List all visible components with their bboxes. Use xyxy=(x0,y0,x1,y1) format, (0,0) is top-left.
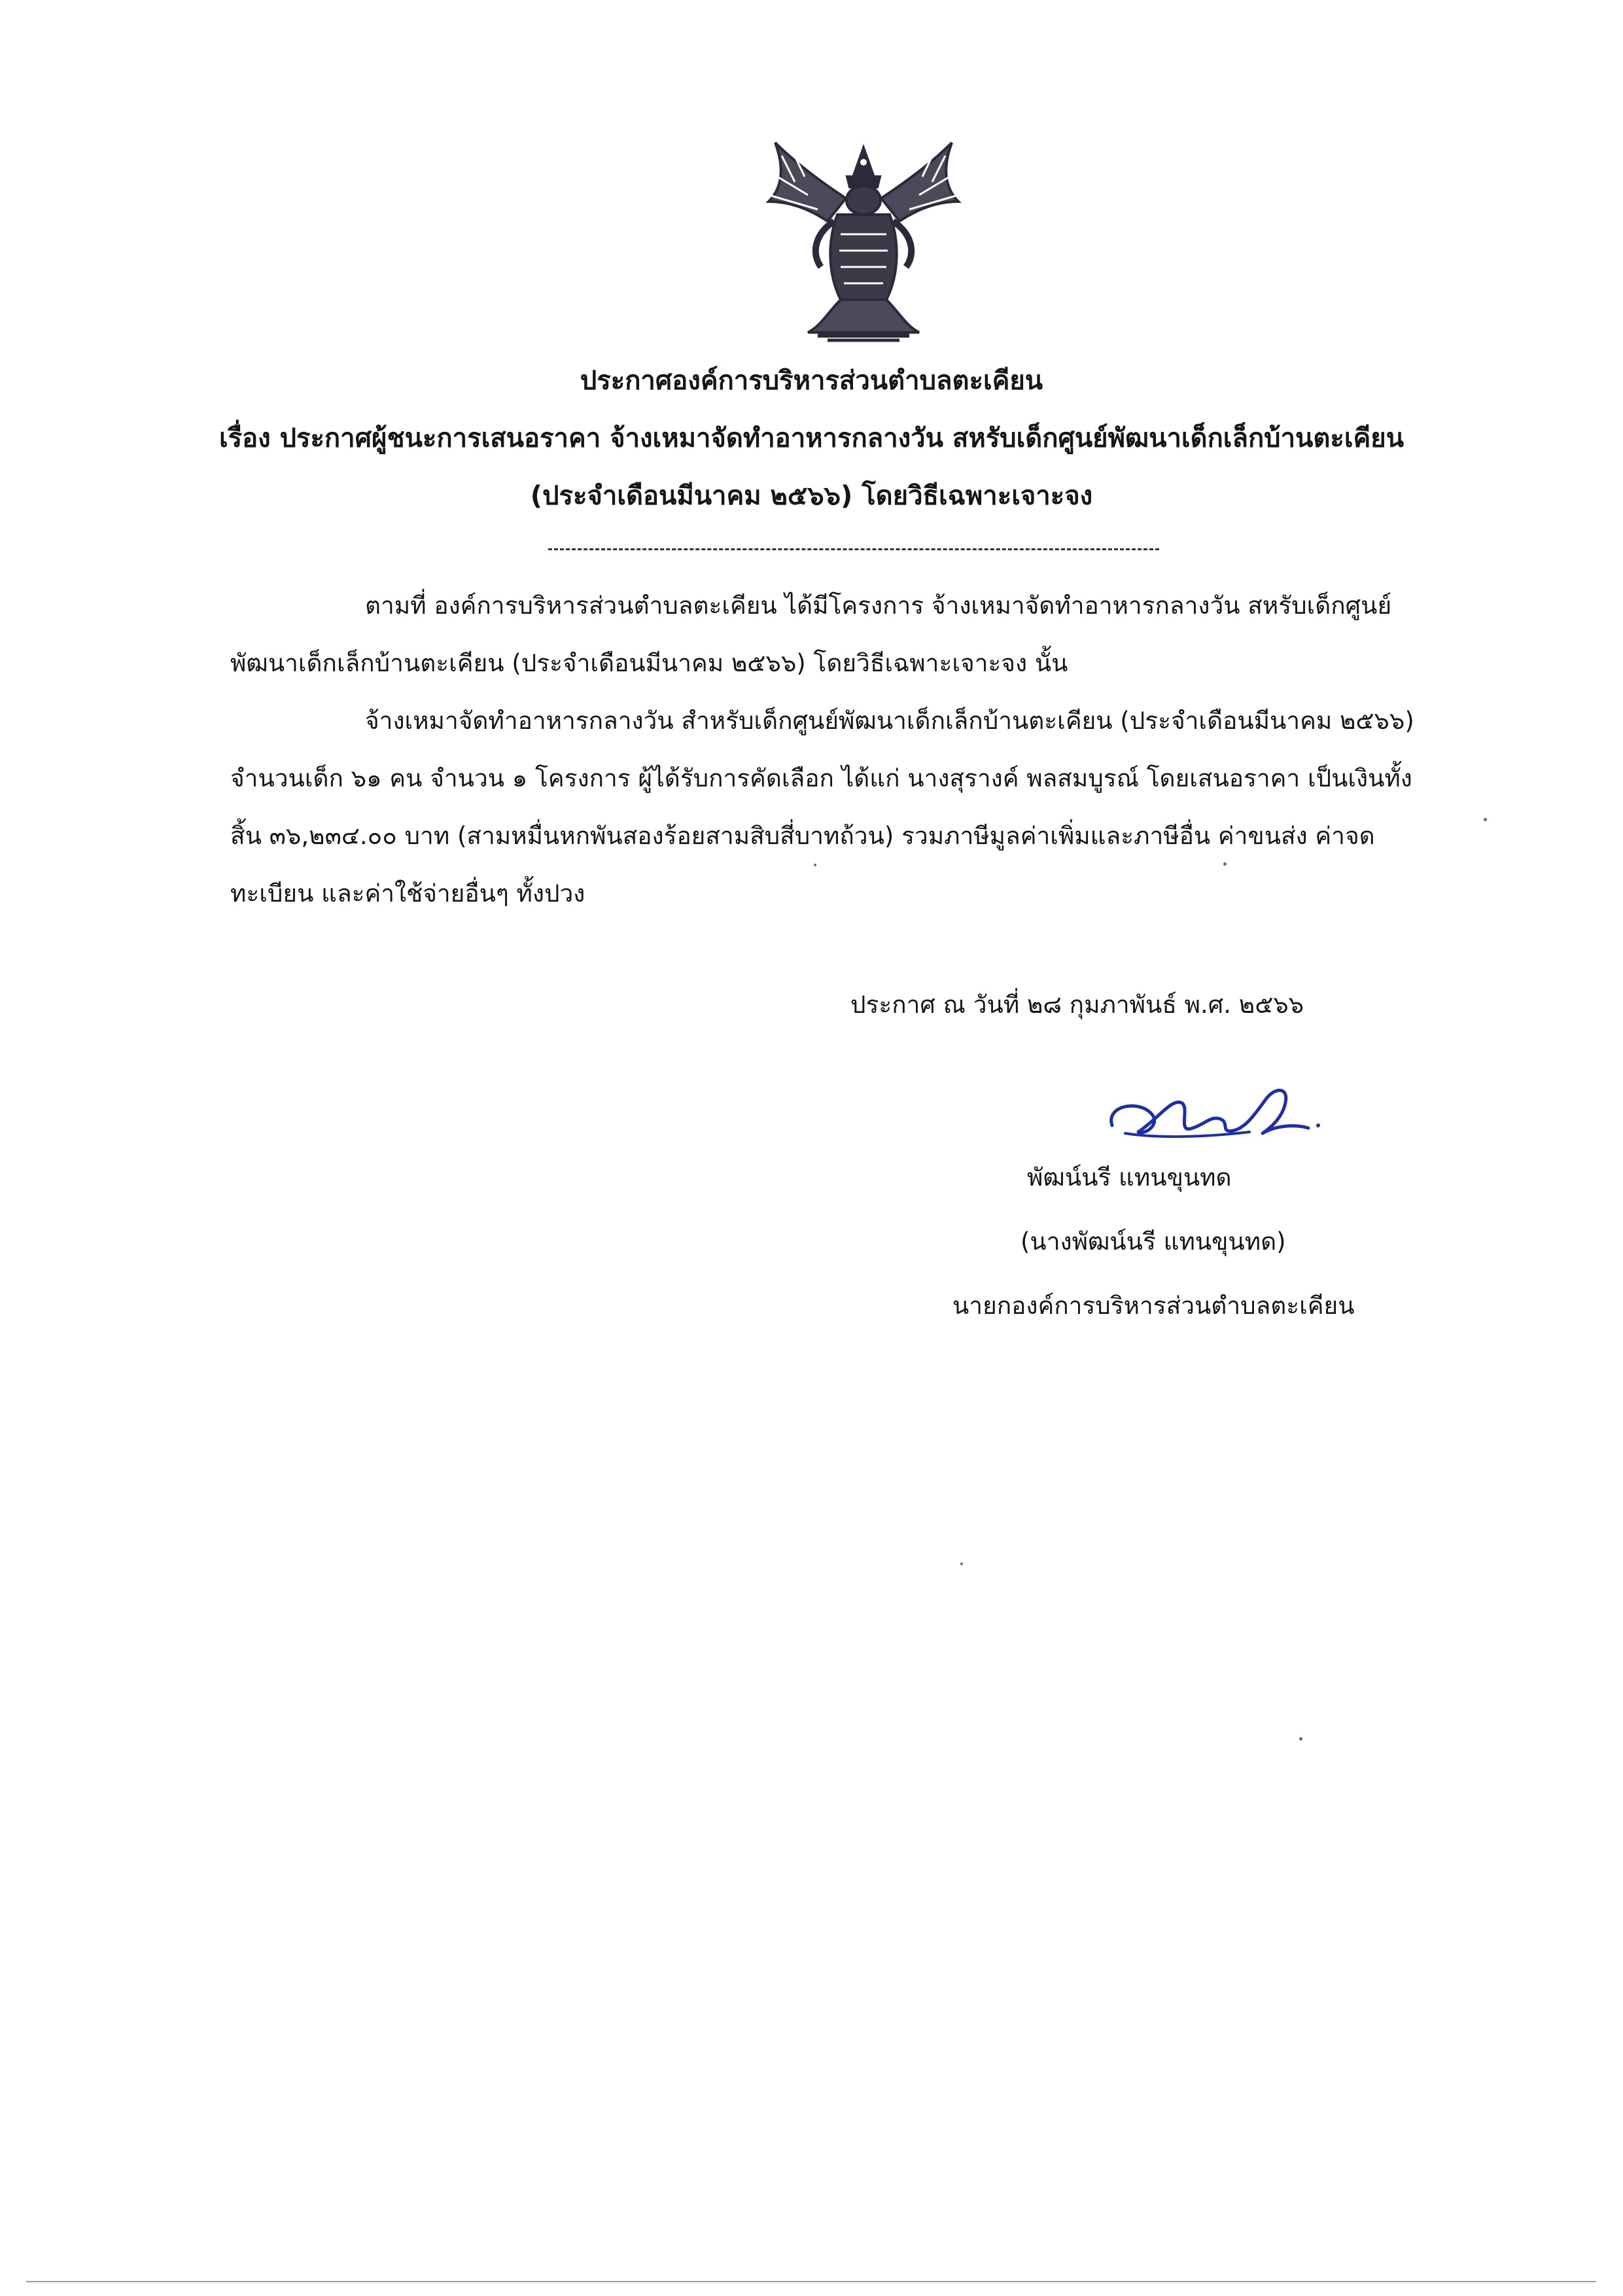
signer-full-name: (นางพัฒน์นรี แทนขุนทด) xyxy=(1021,1227,1286,1256)
paragraph-1-line-2: พัฒนาเด็กเล็กบ้านตะเคียน (ประจำเดือนมีนาคม ๒๕๖๖) โดยวิธีเฉพาะเจาะจง นั้น xyxy=(230,649,1068,677)
announcement-organization-title: ประกาศองค์การบริหารส่วนตำบลตะเคียน xyxy=(580,366,1043,396)
scan-speck xyxy=(1484,818,1487,821)
signer-position: นายกองค์การบริหารส่วนตำบลตะเคียน xyxy=(952,1292,1355,1320)
paragraph-1-line-1: ตามที่ องค์การบริหารส่วนตำบลตะเคียน ได้มีโครงการ จ้างเหมาจัดทำอาหารกลางวัน สหรับเด็กศูนย์ xyxy=(365,592,1392,620)
paragraph-2-line-1: จ้างเหมาจัดทำอาหารกลางวัน สำหรับเด็กศูนย์พัฒนาเด็กเล็กบ้านตะเคียน (ประจำเดือนมีนาคม ๒๕๖๖) xyxy=(365,707,1414,735)
paragraph-2-line-3: สิ้น ๓๖,๒๓๔.๐๐ บาท (สามหมื่นหกพันสองร้อยสามสิบสี่บาทถ้วน) รวมภาษีมูลค่าเพิ่มและภาษีอื่น ค่าขนส่ง ค่าจด xyxy=(230,822,1375,850)
announcement-date: ประกาศ ณ วันที่ ๒๘ กุมภาพันธ์ พ.ศ. ๒๕๖๖ xyxy=(850,991,1304,1019)
scan-speck xyxy=(960,1563,963,1565)
scan-speck xyxy=(814,864,816,866)
handwritten-signature xyxy=(1099,1073,1321,1158)
scan-speck xyxy=(1223,862,1227,866)
signer-name: พัฒน์นรี แทนขุนทด xyxy=(1027,1163,1232,1192)
header-divider xyxy=(548,548,1159,550)
scan-bottom-edge xyxy=(26,2281,1596,2282)
scan-speck xyxy=(1299,1737,1302,1740)
announcement-subject: เรื่อง ประกาศผู้ชนะการเสนอราคา จ้างเหมาจัดทำอาหารกลางวัน สหรับเด็กศูนย์พัฒนาเด็กเล็กบ้านตะเคียน xyxy=(218,423,1405,453)
paragraph-2-line-2: จำนวนเด็ก ๖๑ คน จำนวน ๑ โครงการ ผู้ได้รับการคัดเลือก ได้แก่ นางสุรางค์ พลสมบูรณ์ โดยเสนอราคา เป็นเงินทั้ง xyxy=(230,764,1412,792)
garuda-emblem-icon xyxy=(756,136,971,345)
announcement-subject-continued: (ประจำเดือนมีนาคม ๒๕๖๖) โดยวิธีเฉพาะเจาะจง xyxy=(530,481,1093,511)
paragraph-2-line-4: ทะเบียน และค่าใช้จ่ายอื่นๆ ทั้งปวง xyxy=(230,879,585,908)
